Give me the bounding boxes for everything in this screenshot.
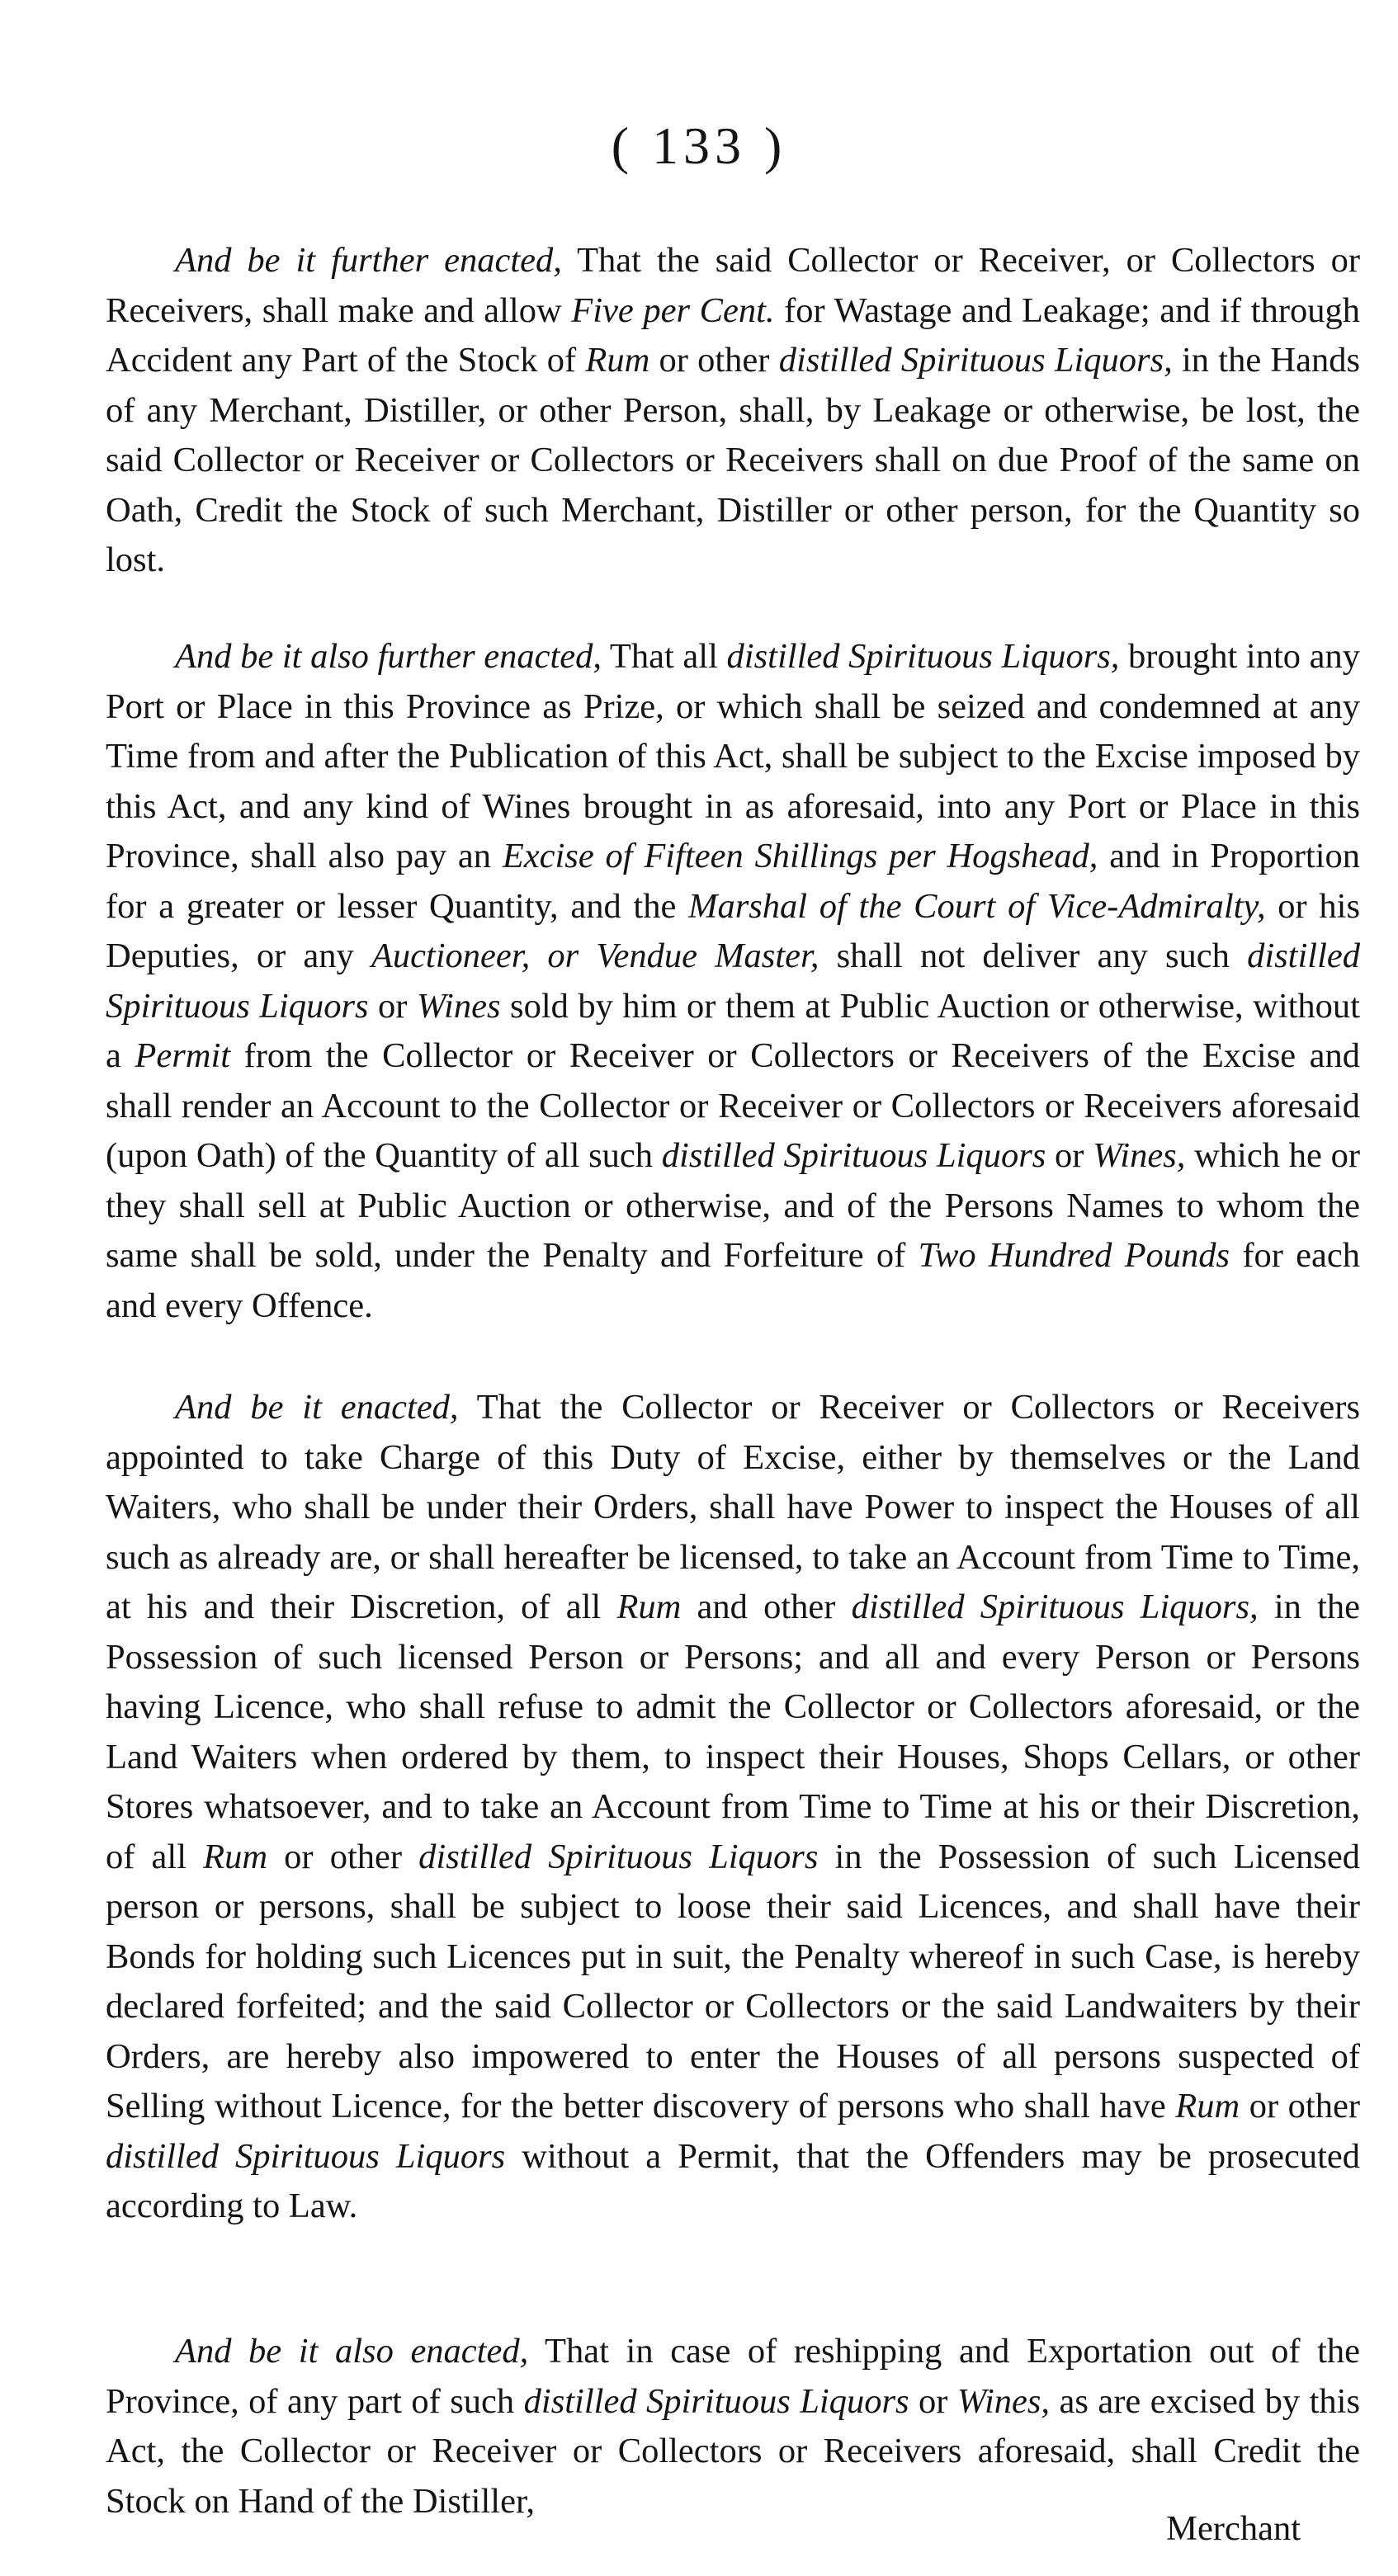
text-run: or other [267,1837,419,1876]
italic-run: distilled Spirituous Liquors, [851,1588,1259,1626]
italic-run: And be it enacted, [175,1388,459,1427]
italic-run: Rum [203,1837,268,1876]
text-run: That the said Collector or Receiver, or Collectors or Receivers, shall make and allow [106,241,1360,330]
italic-run: Wines, [1093,1136,1186,1175]
text-run: or his Deputies, or any [106,886,1360,975]
italic-run: Auctioneer, or Vendue Master, [371,937,819,975]
italic-run: Rum [616,1588,682,1626]
text-run: and in Proportion for a greater or lesser Quantity, and the [106,837,1361,926]
text-run: as are excised by this Act, the Collector or Receiver or Collectors or Receivers aforesaid, shall Credit the Stock on Hand of the Distiller, [106,2381,1360,2521]
text-run: That all [602,637,727,676]
italic-run: Two Hundred Pounds [918,1236,1230,1275]
italic-run: Rum [1175,2087,1240,2125]
italic-run: Wines [416,986,501,1026]
italic-run: distilled Spirituous Liquors [523,2381,909,2421]
text-run: in the Possession of such licensed Person or Persons; and all and every Person or Persons having Licence, who shall refuse to admit the Collector or Collectors aforesaid, or the Land Waiters when ordered by them, to inspect their Houses, Shops Cellars, or other Stores whatsoever, and to take an Account from Time to Time at his or their Discretion, of all [106,1588,1360,1876]
text-run: which he or they shall sell at Public Auction or otherwise, and of the Persons Names to whom the same shall be sold, under the Penalty and Forfeiture of [106,1136,1361,1275]
italic-run: distilled Spirituous Liquors, [778,341,1173,380]
text-run: or [1046,1136,1093,1175]
italic-run: distilled Spirituous Liquors [106,937,1361,1026]
text-run: shall not deliver any such [819,937,1248,975]
paragraph-inspection-powers [106,1383,1360,2232]
paragraph-prize-liquors [106,632,1360,1331]
text-run: for each and every Offence. [106,1236,1360,1325]
italic-run: Wines, [956,2381,1051,2421]
text-run: brought into any Port or Place in this Province as Prize, or which shall be seized and condemned at any Time from and after the Publication of this Act, shall be subject to the Excise imposed by this Act, and any kind of Wines brought in as aforesaid, into any Port or Place in this Province, shall also pay an [106,637,1360,875]
italic-run: Permit [135,1036,231,1075]
italic-run: distilled Spirituous Liquors [106,2136,506,2176]
italic-run: distilled Spirituous Liquors, [726,637,1120,676]
text-run: from the Collector or Receiver or Collectors or Receivers of the Excise and shall render an Account to the Collector or Receiver or Collectors or Receivers aforesaid (upon Oath) of the Quantity of all such [106,1036,1360,1175]
italic-run: And be it also further enacted, [175,637,602,676]
text-run: or other [1240,2087,1360,2125]
text-run: and other [681,1588,852,1626]
text-run: That in case of reshipping and Exportation out of the Province, of any part of such [106,2332,1360,2421]
italic-run: Rum [585,341,650,380]
text-run: for Wastage and Leakage; and if through Accident any Part of the Stock of [106,290,1361,380]
paragraph-leakage-allowance [106,236,1360,586]
italic-run: And be it further enacted, [175,241,562,280]
paragraph-reshipping [106,2327,1360,2526]
italic-run: distilled Spirituous Liquors [418,1837,819,1876]
text-run: or [909,2381,957,2421]
italic-run: Excise of Fifteen Shillings per Hogshead, [502,837,1098,875]
italic-run: Marshal of the Court of Vice-Admiralty, [688,886,1266,926]
text-run: or [368,986,417,1026]
italic-run: distilled Spirituous Liquors [661,1136,1046,1175]
page-number: ( 133 ) [611,116,787,175]
text-run: That the Collector or Receiver or Collectors or Receivers appointed to take Charge of this Duty of Excise, either by themselves or the Land Waiters, who shall be under their Orders, shall have Power to inspect the Houses of all such as already are, or shall hereafter be licensed, to take an Account from Time to Time, at his and their Discretion, of all [106,1388,1360,1626]
italic-run: Five per Cent. [571,290,775,330]
italic-run: And be it also enacted, [175,2332,529,2371]
text-run: without a Permit, that the Offenders may be prosecuted according to Law. [106,2136,1361,2225]
catchword: Merchant [1166,2509,1301,2548]
text-run: or other [649,341,779,380]
text-run: in the Possession of such Licensed person or persons, shall be subject to loose their said Licences, and shall have their Bonds for holding such Licences put in suit, the Penalty whereof in such Case, is hereby declared forfeited; and the said Collector or Collectors or the said Landwaiters by their Orders, are hereby also impowered to enter the Houses of all persons suspected of Selling without Licence, for the better discovery of persons who shall have [106,1837,1361,2125]
text-run: in the Hands of any Merchant, Distiller, or other Person, shall, by Leakage or otherwise, be lost, the said Collector or Receiver or Collectors or Receivers shall on due Proof of the same on Oath, Credit the Stock of such Merchant, Distiller or other person, for the Quantity so lost. [106,341,1361,579]
text-run: sold by him or them at Public Auction or otherwise, without a [106,986,1360,1075]
